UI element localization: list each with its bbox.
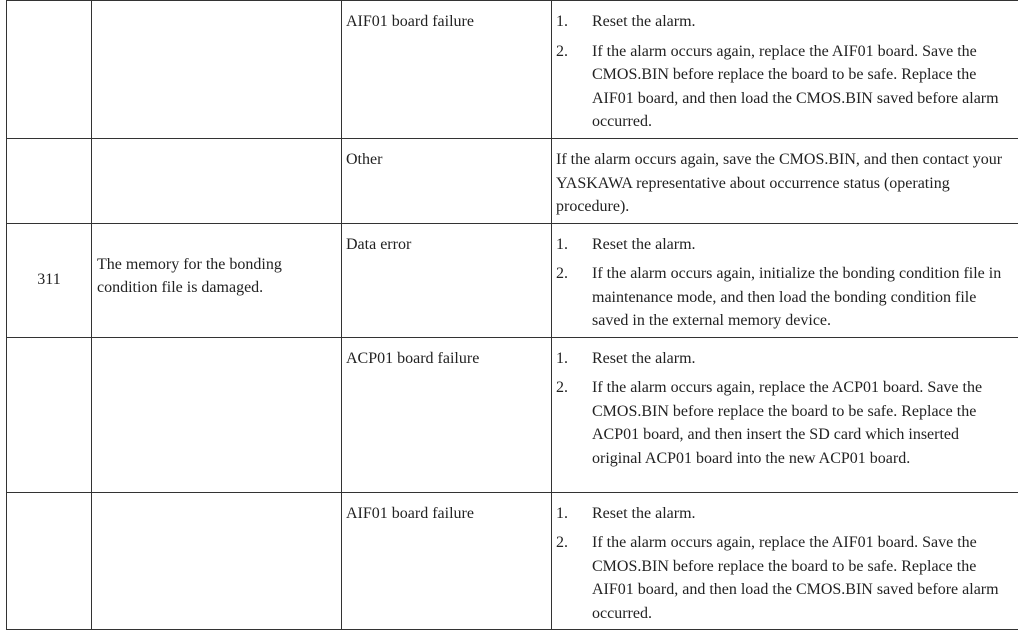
alarm-number-cell — [7, 139, 92, 224]
cause-cell — [342, 223, 552, 337]
remedy-cell — [552, 139, 1018, 224]
table-row — [7, 337, 1018, 492]
step-text: If the alarm occurs again, initialize the bonding condition file in maintenance mode, and then load the bonding condition file saved in the external memory device. — [592, 262, 1012, 333]
cause-cell — [342, 337, 552, 492]
remedy-steps — [556, 347, 1012, 471]
table-row — [7, 492, 1018, 630]
cause-cell — [342, 139, 552, 224]
alarm-number-cell — [7, 223, 92, 337]
step-text: Reset the alarm. — [592, 10, 1012, 34]
step-text: If the alarm occurs again, replace the ACP01 board. Save the CMOS.BIN before replace the board to be safe. Replace the ACP01 board, and then insert the SD card which inserted original ACP01 board into the new ACP01 board. — [592, 376, 1012, 470]
alarm-message-cell — [92, 337, 342, 492]
step-number: 2. — [556, 40, 592, 134]
cause-text: Data error — [342, 224, 551, 257]
step-number: 2. — [556, 262, 592, 333]
alarm-message: The memory for the bonding condition file is damaged. — [92, 224, 341, 300]
alarm-message-cell — [92, 223, 342, 337]
remedy-cell — [552, 1, 1018, 139]
step-text: If the alarm occurs again, replace the AIF01 board. Save the CMOS.BIN before replace the board to be safe. Replace the AIF01 board, and then load the CMOS.BIN saved before alarm occurred. — [592, 531, 1012, 625]
alarm-message-cell — [92, 1, 342, 139]
cause-text: AIF01 board failure — [342, 493, 551, 526]
remedy-step — [556, 502, 1012, 526]
step-text: Reset the alarm. — [592, 347, 1012, 371]
table-row — [7, 1, 1018, 139]
step-text: If the alarm occurs again, replace the AIF01 board. Save the CMOS.BIN before replace the board to be safe. Replace the AIF01 board, and then load the CMOS.BIN saved before alarm occurred. — [592, 40, 1012, 134]
remedy-cell — [552, 492, 1018, 630]
alarm-number-cell — [7, 492, 92, 630]
remedy-cell — [552, 337, 1018, 492]
step-number: 1. — [556, 502, 592, 526]
remedy-steps — [556, 10, 1012, 134]
remedy-step — [556, 376, 1012, 470]
alarm-number-cell — [7, 337, 92, 492]
remedy-step — [556, 531, 1012, 625]
step-number: 1. — [556, 10, 592, 34]
step-text: Reset the alarm. — [592, 233, 1012, 257]
remedy-step — [556, 40, 1012, 134]
remedy-cell — [552, 223, 1018, 337]
remedy-step — [556, 262, 1012, 333]
alarm-number-cell — [7, 1, 92, 139]
cause-text: Other — [342, 139, 551, 172]
step-number: 2. — [556, 376, 592, 470]
remedy-step — [556, 347, 1012, 371]
cause-cell — [342, 492, 552, 630]
cause-text: ACP01 board failure — [342, 338, 551, 371]
table-row — [7, 139, 1018, 224]
step-number: 2. — [556, 531, 592, 625]
alarm-number: 311 — [37, 271, 60, 288]
cause-cell — [342, 1, 552, 139]
remedy-text: If the alarm occurs again, save the CMOS.BIN, and then contact your YASKAWA representative about occurrence status (operating procedure). — [556, 148, 1012, 219]
cause-text: AIF01 board failure — [342, 1, 551, 34]
alarm-message-cell — [92, 492, 342, 630]
remedy-step — [556, 233, 1012, 257]
remedy-steps — [556, 502, 1012, 626]
remedy-steps — [556, 233, 1012, 333]
table-row — [7, 223, 1018, 337]
alarm-table — [6, 0, 1018, 630]
step-number: 1. — [556, 347, 592, 371]
alarm-message-cell — [92, 139, 342, 224]
step-text: Reset the alarm. — [592, 502, 1012, 526]
step-number: 1. — [556, 233, 592, 257]
remedy-step — [556, 10, 1012, 34]
